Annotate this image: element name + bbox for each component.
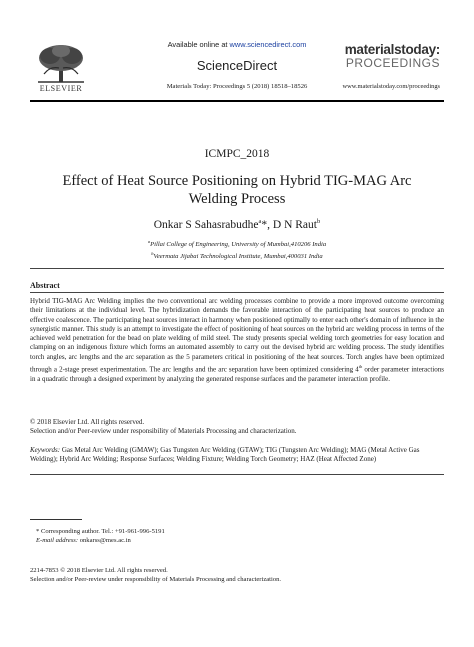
affiliation-b (0, 249, 474, 261)
keywords-label: Keywords: (30, 446, 61, 454)
footnote (36, 527, 165, 546)
footer-selection-line: Selection and/or Peer-review under responsibility of Materials Processing and characterization. (30, 576, 282, 584)
abstract-text-1: Hybrid TIG-MAG Arc Welding implies the two conventional arc welding processes combine to provide a more improved outcome overcoming their limitations at the individual level. The hybridization demands the favorable interaction of the participating heat sources to produce an effective coalescence. The participating heat sources interact in harmony when positioned optimally to enter each other's domain of influence in the synergistic manner. This study is an attempt to investigate the effect of positioning of heat sources on the hybrid arc welding process in terms of the achieved weld penetration for the bead on plate welding of mild steel. The study presents special welding torch geometries for easy location and clamping on an indigenous fixture which forms an automated assembly to carry out the devised hybrid arc welding process. The study identifies torch angles, arc lengths and the arc separation as the 5 parameters critical in positioning of the heat sources. Torch angles have been optimized through a 2-stage preset experimentation. The arc lengths and the arc separation have been optimized considering 4 (30, 297, 444, 374)
email-label: E-mail address: (36, 537, 79, 545)
abstract-bottom-rule (30, 474, 444, 475)
affiliation-a (0, 237, 474, 249)
abstract-text-2: order parameter interactions in a quadratic through a designed experiment by analyzing the generated response surfaces and the parameter interaction profile. (30, 365, 444, 383)
affil-b-text: Veermata Jijabai Technological Institute, Mumbai,400031 India (153, 253, 323, 261)
keywords (30, 446, 444, 465)
abstract-top-rule (30, 268, 444, 269)
email-line (36, 536, 165, 545)
availability-prefix: Available online at (167, 40, 228, 49)
corresponding-mark: * (261, 218, 268, 231)
author-2-affil-mark: b (317, 218, 321, 225)
abstract-heading: Abstract (30, 281, 60, 290)
author-1-affil-mark: a (258, 218, 262, 225)
conference-name: ICMPC_2018 (204, 148, 270, 160)
page-footer (30, 566, 444, 585)
materials-today-logo (345, 43, 440, 70)
affiliations (0, 237, 474, 261)
abstract-sup-th: th (358, 364, 363, 370)
author-2: , D N Raut (267, 218, 317, 231)
abstract-body (30, 297, 444, 384)
sciencedirect-title: ScienceDirect (196, 58, 278, 73)
author-1: Onkar S Sahasrabudhe (153, 218, 259, 231)
abstract-copyright (30, 418, 444, 437)
author-line (0, 218, 474, 231)
issn-line: 2214-7853 © 2018 Elsevier Ltd. All rights reserved. (30, 567, 168, 574)
footnote-rule (30, 519, 82, 520)
paper-title: Effect of Heat Source Positioning on Hybrid TIG-MAG Arc Welding Process (62, 173, 412, 207)
affil-a-mark: a (147, 239, 151, 244)
selection-line: Selection and/or Peer-review under responsibility of Materials Processing and characterization. (30, 427, 297, 436)
affil-b-mark: b (151, 251, 154, 257)
abstract-heading-rule (30, 292, 444, 293)
sciencedirect-link[interactable]: www.sciencedirect.com (229, 40, 307, 49)
journal-url[interactable]: www.materialstoday.com/proceedings (342, 83, 440, 90)
header-divider (30, 100, 444, 102)
copyright-line: © 2018 Elsevier Ltd. All rights reserved. (30, 418, 145, 426)
journal-reference: Materials Today: Proceedings 5 (2018) 18518–18526 (166, 83, 308, 90)
logo-text-top: materialstoday: (344, 42, 440, 57)
email-address[interactable]: onkarss@mes.ac.in (78, 537, 131, 545)
corresponding-author: * Corresponding author. Tel.: +91-961-996-5191 (36, 528, 165, 535)
elsevier-wordmark: ELSEVIER (39, 84, 83, 93)
keywords-text: Gas Metal Arc Welding (GMAW); Gas Tungsten Arc Welding (GTAW); TIG (Tungsten Arc Welding); MAG (Metal Active Gas Welding); Hybrid Arc Welding; Response Surfaces; Welding Fixture; Welding Torch Geometry; HAZ (Heat Affected Zone) (30, 446, 420, 464)
logo-text-bottom: PROCEEDINGS (345, 56, 440, 70)
affil-a-text: Pillai College of Engineering, University of Mumbai,410206 India (150, 241, 327, 249)
